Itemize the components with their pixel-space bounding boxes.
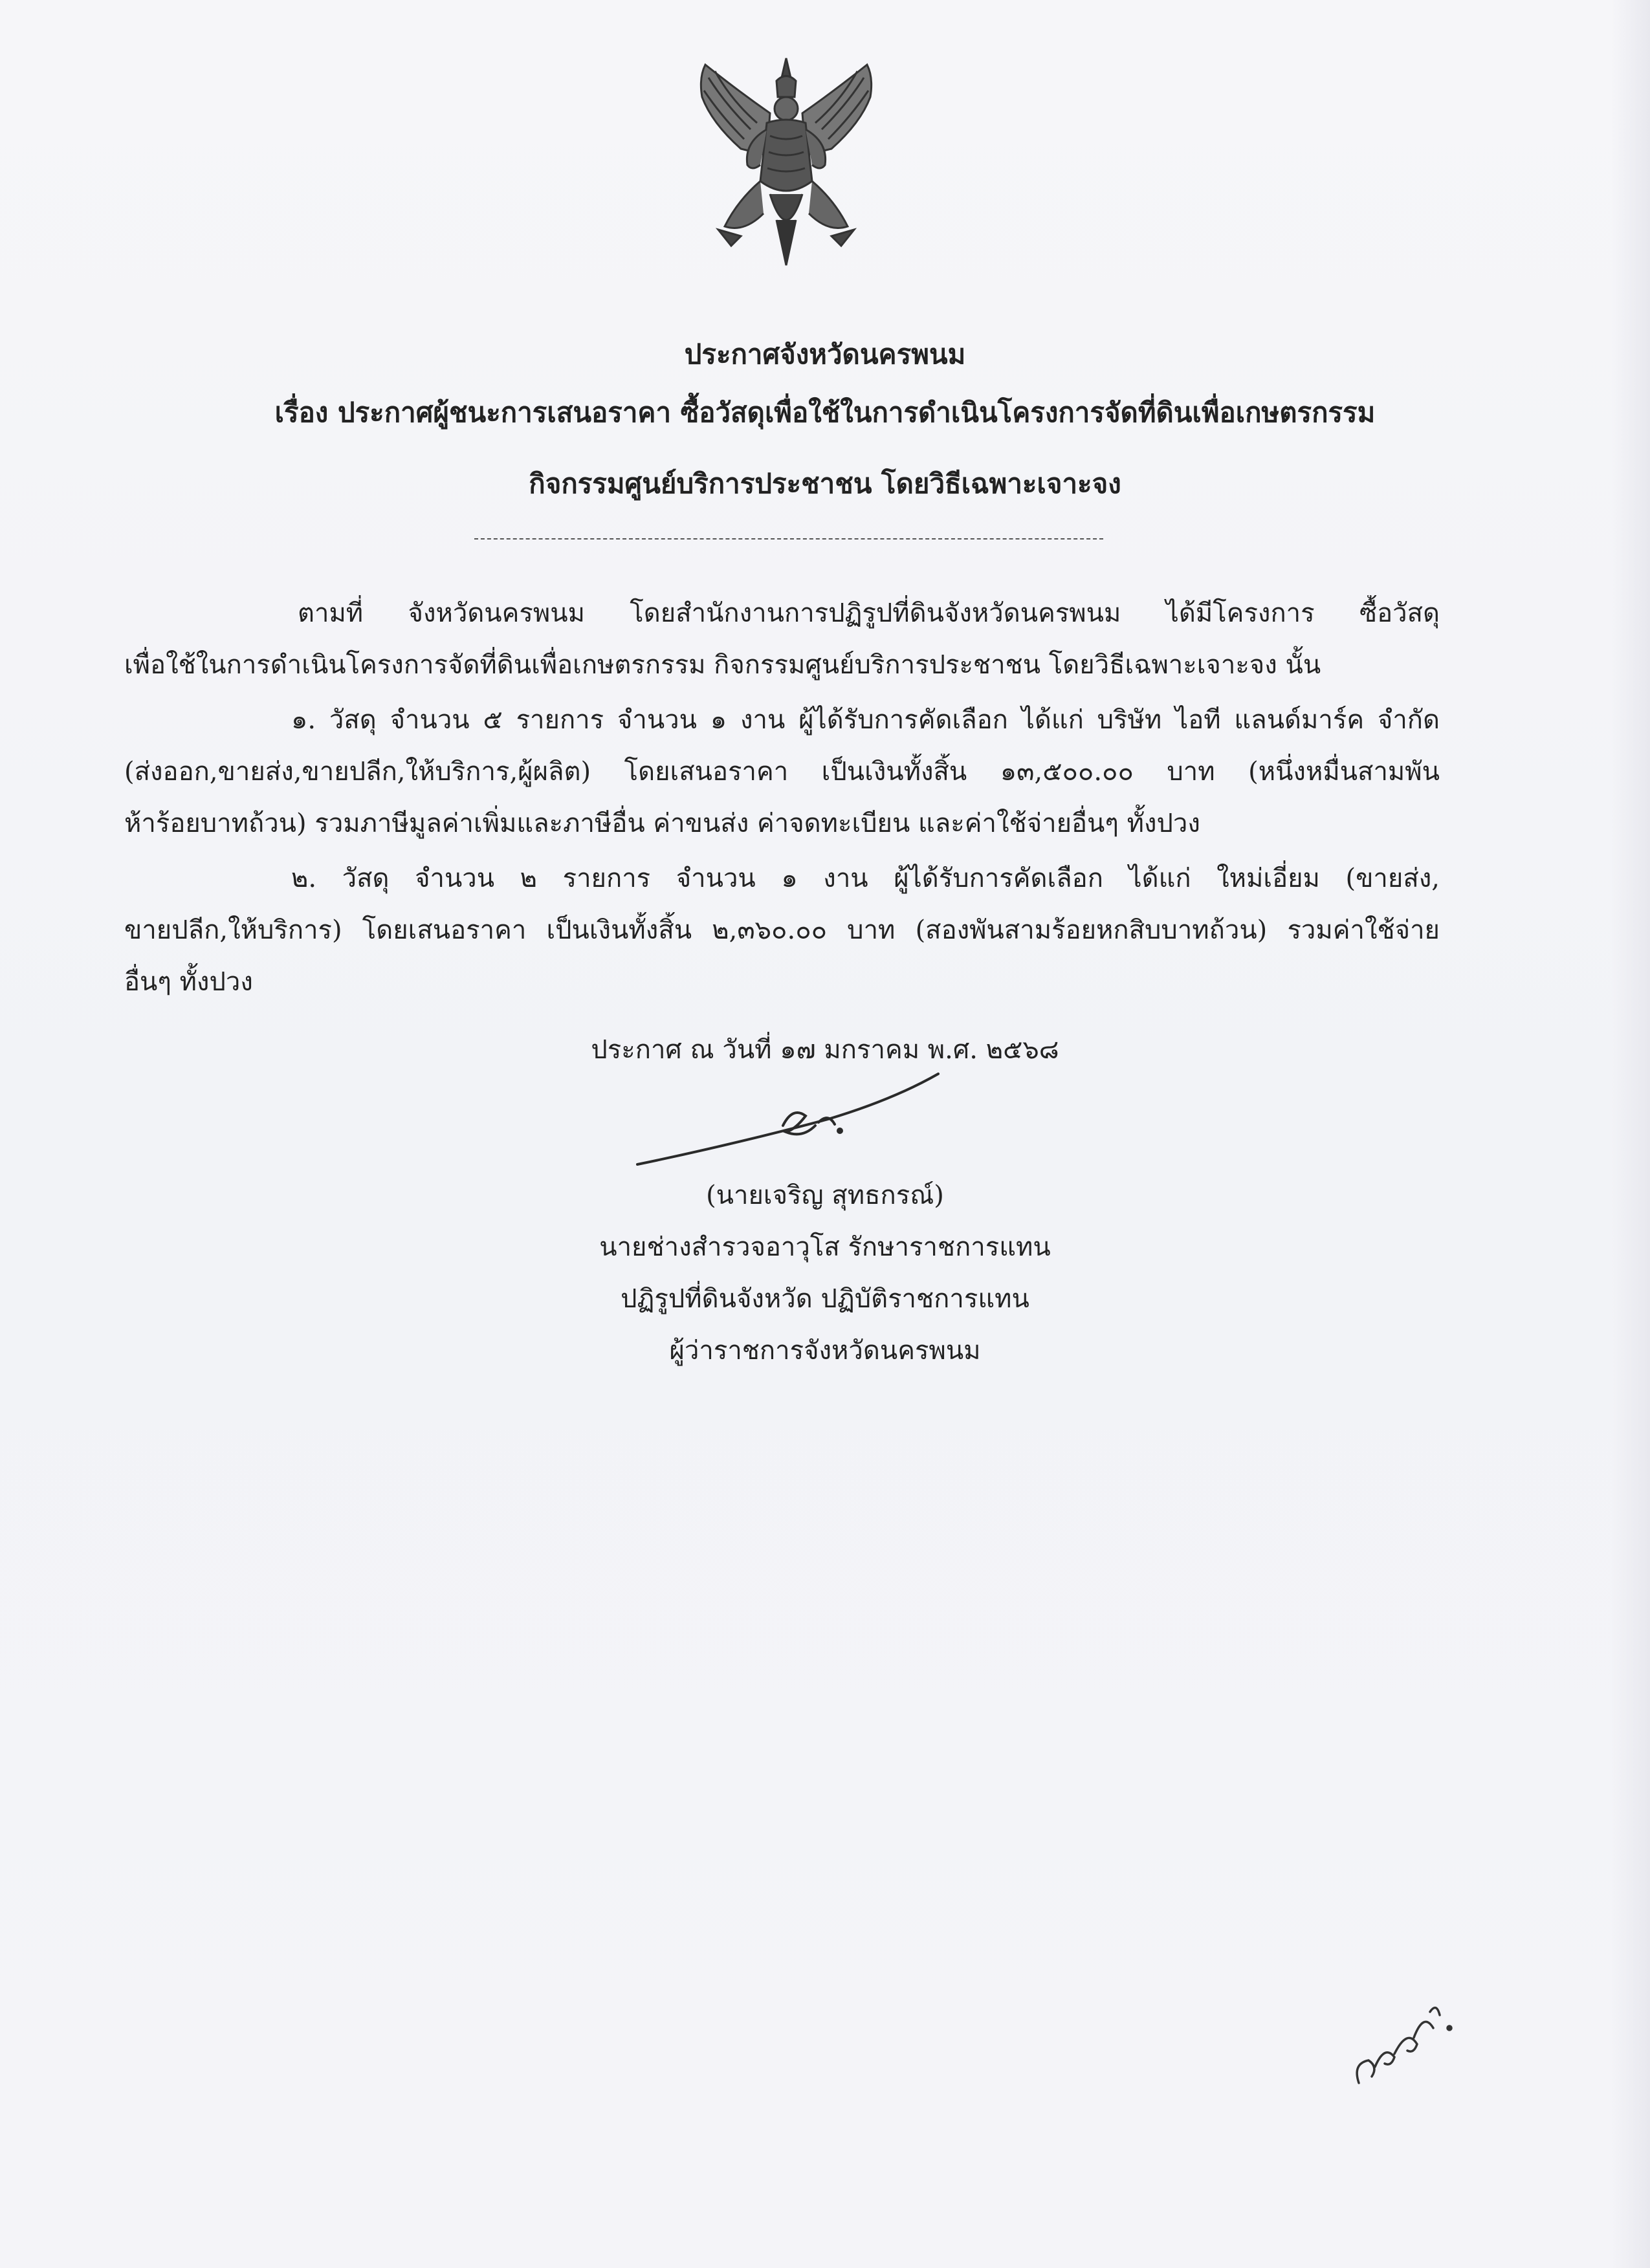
item1-line-2: (ส่งออก,ขายส่ง,ขายปลีก,ให้บริการ,ผู้ผลิต) โดยเสนอราคา เป็นเงินทั้งสิ้น ๑๓,๕๐๐.๐๐ บาท (หนึ่งหมื่นสามพัน [124,757,1440,787]
title-divider [474,538,1103,540]
document-subject: เรื่อง ประกาศผู้ชนะการเสนอราคา ซื้อวัสดุเพื่อใช้ในการดำเนินโครงการจัดที่ดินเพื่อเกษตรกรรม [274,397,1376,428]
signatory-position-1: นายช่างสำรวจอาวุโส รักษาราชการแทน [599,1232,1051,1262]
garuda-emblem-icon [679,52,893,272]
page-edge-shadow [1611,0,1650,2268]
signatory-name: (นายเจริญ สุทธกรณ์) [706,1181,944,1210]
handwritten-signature [634,1067,945,1171]
item2-line-1: ๒. วัสดุ จำนวน ๒ รายการ จำนวน ๑ งาน ผู้ได้รับการคัดเลือก ได้แก่ ใหม่เอี่ยม (ขายส่ง, [291,864,1440,893]
item2-line-3: อื่นๆ ทั้งปวง [124,967,253,997]
signatory-position-3: ผู้ว่าราชการจังหวัดนครพนม [669,1336,981,1366]
document-title: ประกาศจังหวัดนครพนม [684,338,966,370]
item2-line-2: ขายปลีก,ให้บริการ) โดยเสนอราคา เป็นเงินทั้งสิ้น ๒,๓๖๐.๐๐ บาท (สองพันสามร้อยหกสิบบาทถ้วน) รวมค่าใช้จ่าย [124,915,1440,945]
handwritten-initials [1346,1992,1462,2089]
intro-line-1: ตามที่ จังหวัดนครพนม โดยสำนักงานการปฏิรูปที่ดินจังหวัดนครพนม ได้มีโครงการ ซื้อวัสดุ [298,598,1440,628]
item1-line-1: ๑. วัสดุ จำนวน ๕ รายการ จำนวน ๑ งาน ผู้ได้รับการคัดเลือก ได้แก่ บริษัท ไอที แลนด์มาร์ค จำกัด [291,705,1440,735]
item1-line-3: ห้าร้อยบาทถ้วน) รวมภาษีมูลค่าเพิ่มและภาษีอื่น ค่าขนส่ง ค่าจดทะเบียน และค่าใช้จ่ายอื่นๆ ทั้งปวง [124,809,1200,838]
document-subject-continued: กิจกรรมศูนย์บริการประชาชน โดยวิธีเฉพาะเจาะจง [529,468,1121,499]
intro-line-2: เพื่อใช้ในการดำเนินโครงการจัดที่ดินเพื่อเกษตรกรรม กิจกรรมศูนย์บริการประชาชน โดยวิธีเฉพาะเจาะจง นั้น [124,650,1321,680]
signatory-position-2: ปฏิรูปที่ดินจังหวัด ปฏิบัติราชการแทน [621,1284,1029,1314]
announcement-date: ประกาศ ณ วันที่ ๑๗ มกราคม พ.ศ. ๒๕๖๘ [591,1035,1059,1065]
